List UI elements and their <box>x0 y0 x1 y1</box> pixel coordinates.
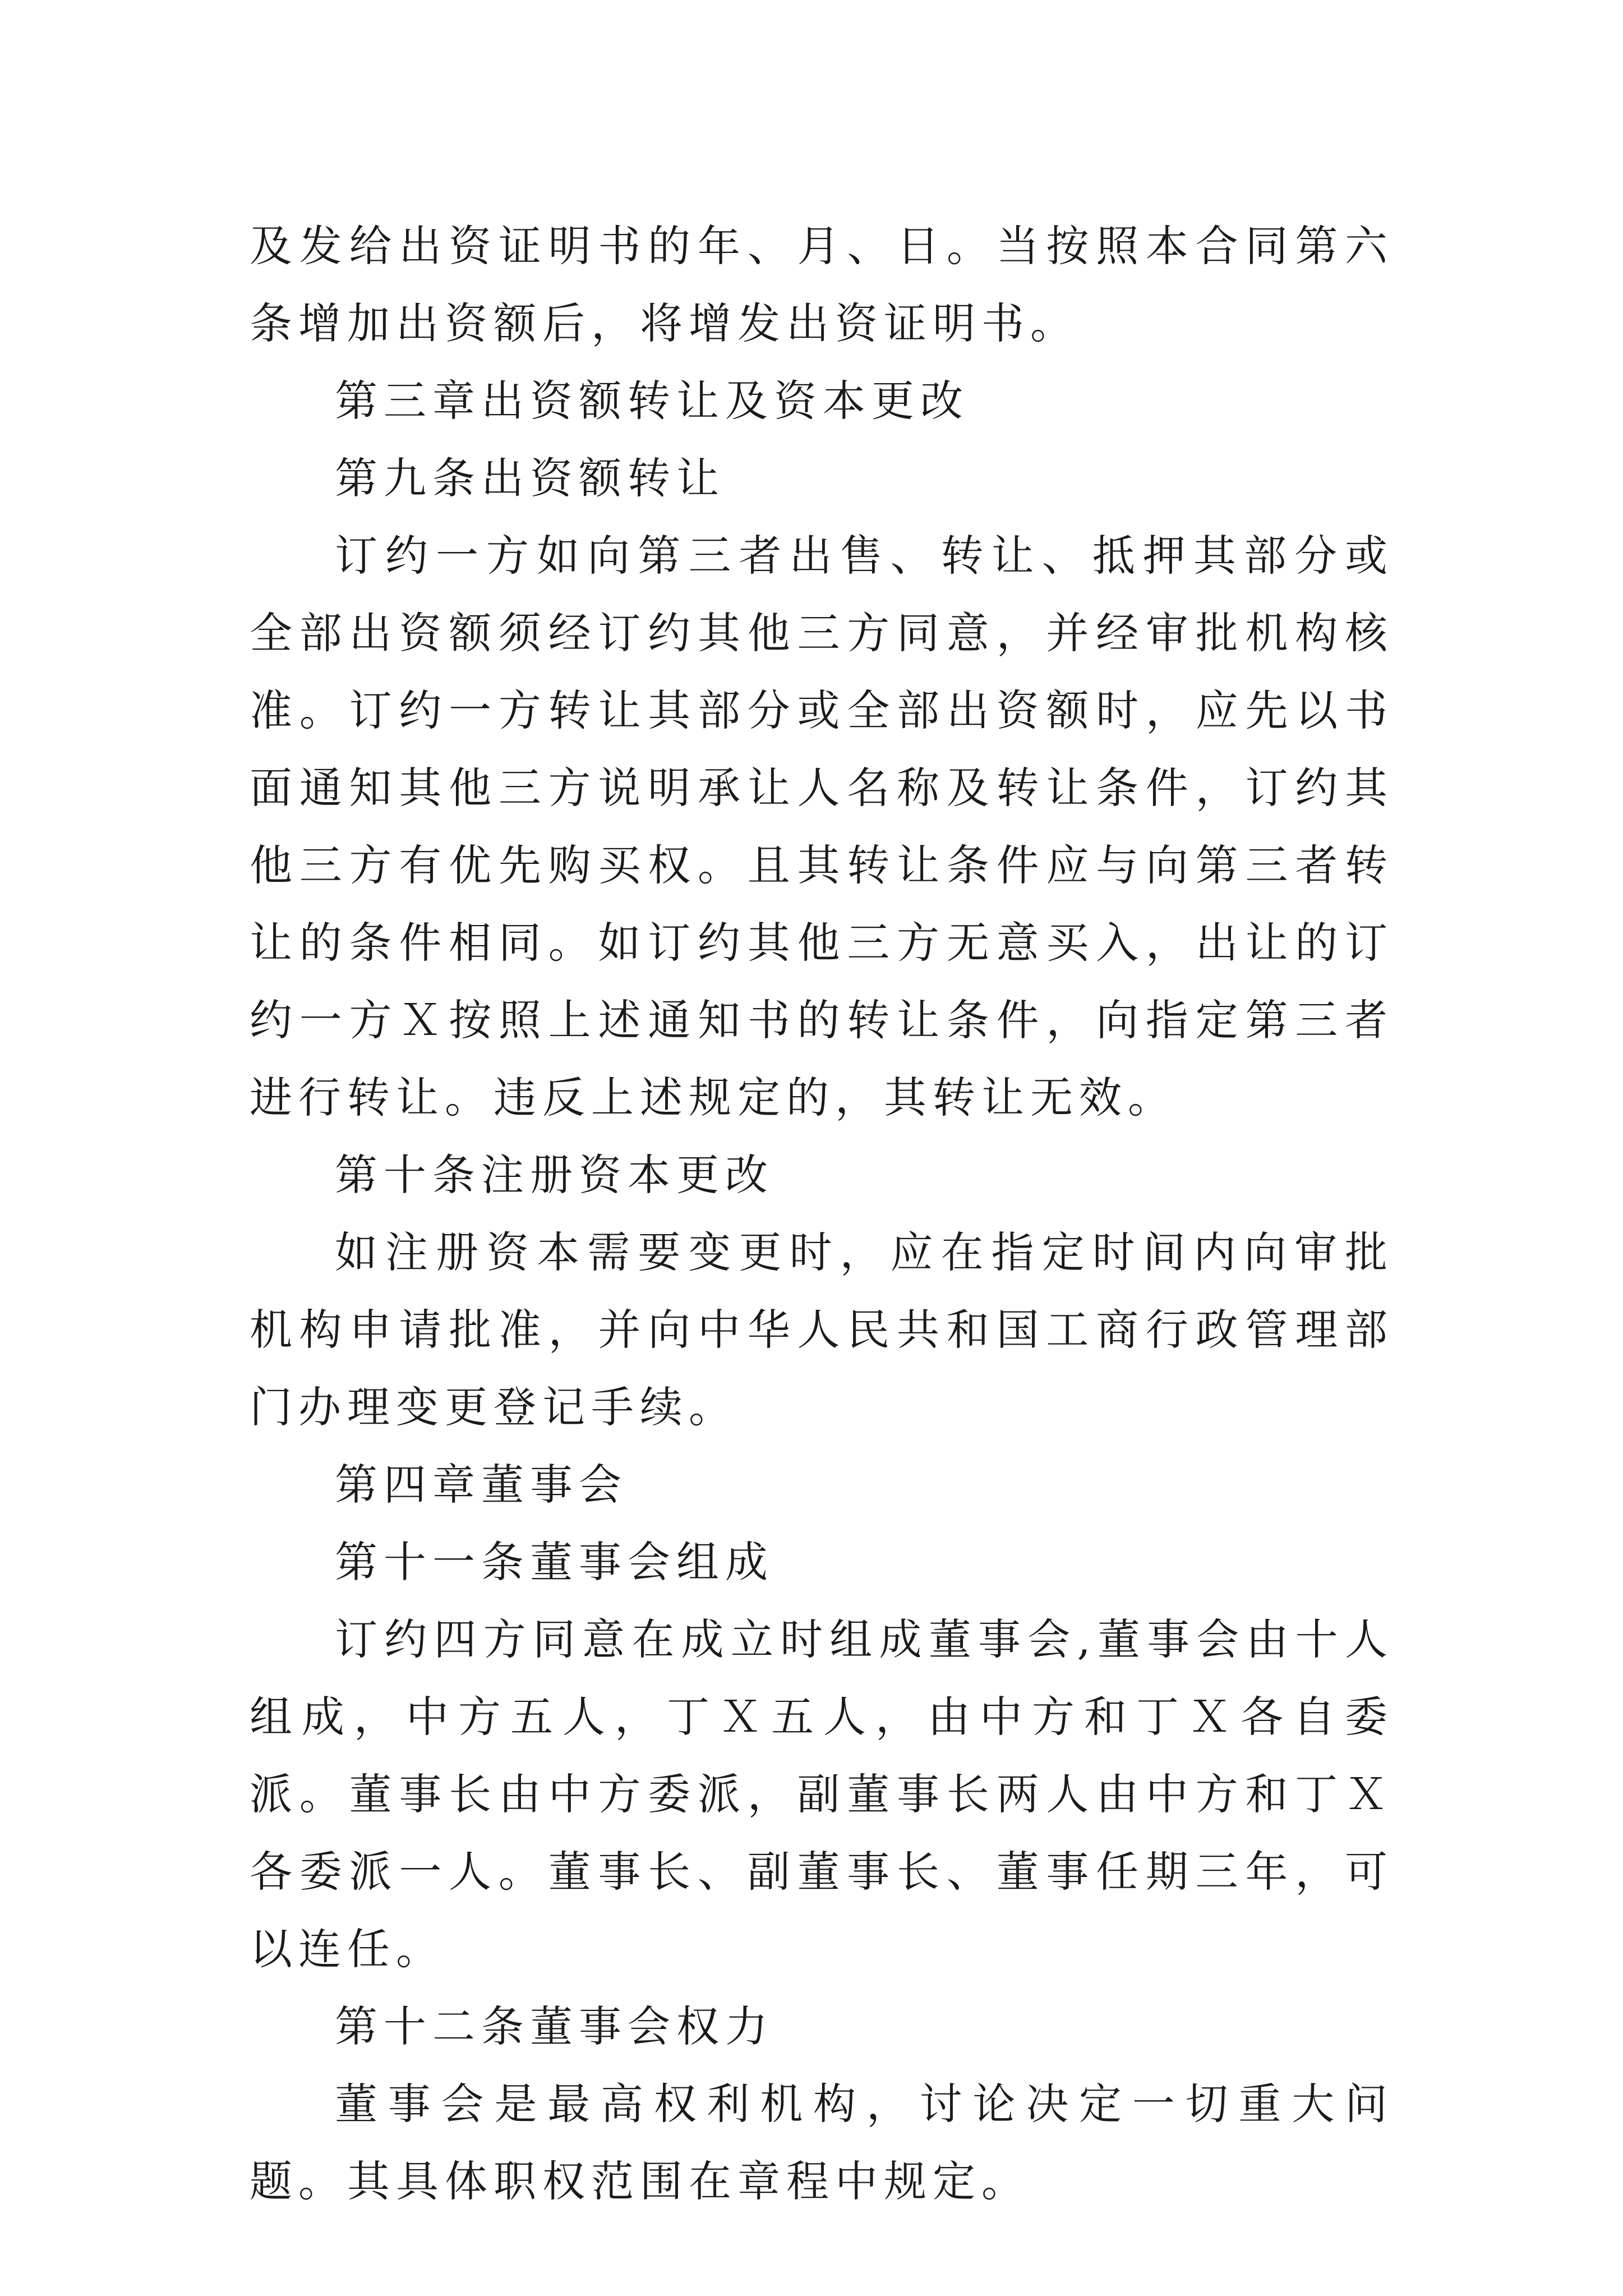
article-heading-12: 第十二条董事会权力 <box>335 2001 774 2051</box>
paragraph-article-12: 董事会是最高权利机构，讨论决定一切重大问题。其具体职权范围在章程中规定。 <box>250 2079 1394 2206</box>
article-heading-11: 第十一条董事会组成 <box>335 1537 774 1587</box>
paragraph-article-9: 订约一方如向第三者出售、转让、抵押其部分或全部出资额须经订约其他三方同意，并经审批机构核准。订约一方转让其部分或全部出资额时，应先以书面通知其他三方说明承让人名称及转让条件，订约其他三方有优先购买权。且其转让条件应与向第三者转让的条件相同。如订约其他三方无意买入，出让的订约一方Ｘ按照上述通知书的转让条件，向指定第三者进行转让。违反上述规定的，其转让无效。 <box>250 531 1394 1122</box>
document-body <box>250 208 1394 2220</box>
chapter-heading-3: 第三章出资额转让及资本更改 <box>335 376 969 426</box>
paragraph-continuation: 及发给出资证明书的年、月、日。当按照本合同第六条增加出资额后，将增发出资证明书。 <box>250 221 1394 348</box>
article-heading-10: 第十条注册资本更改 <box>335 1150 774 1200</box>
paragraph-article-11: 订约四方同意在成立时组成董事会,董事会由十人组成，中方五人，丁Ｘ五人，由中方和丁Ｘ各自委派。董事长由中方委派，副董事长两人由中方和丁Ｘ各委派一人。董事长、副董事长、董事任期三年，可以连任。 <box>250 1614 1394 1974</box>
paragraph-article-10: 如注册资本需要变更时，应在指定时间内向审批机构申请批准，并向中华人民共和国工商行政管理部门办理变更登记手续。 <box>250 1227 1394 1432</box>
chapter-heading-4: 第四章董事会 <box>335 1460 628 1510</box>
article-heading-9: 第九条出资额转让 <box>335 453 725 503</box>
